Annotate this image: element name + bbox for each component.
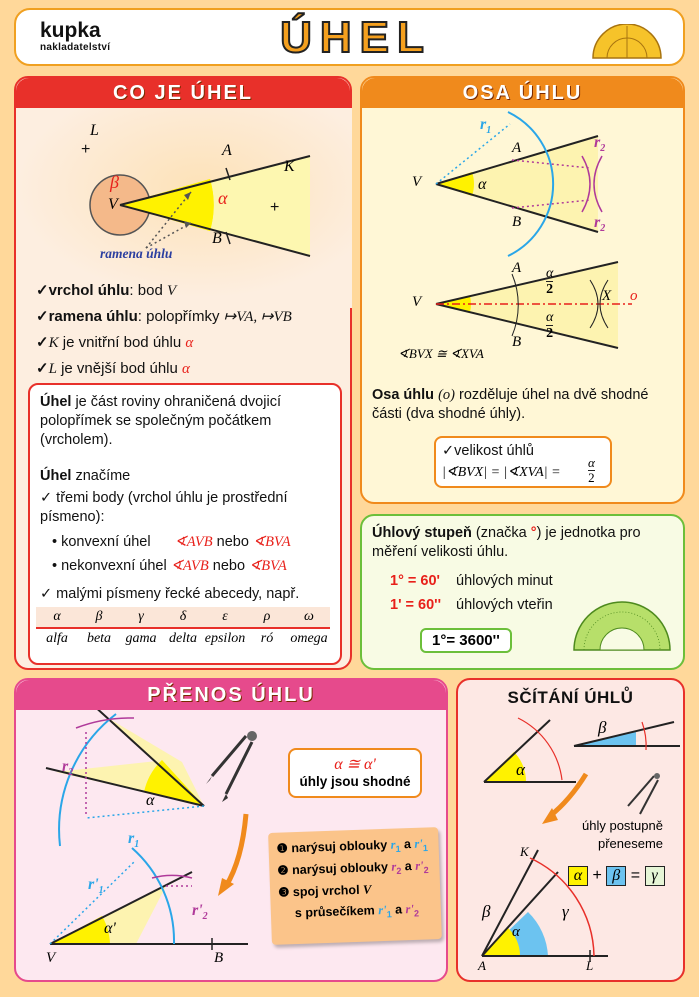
label-B: B: [212, 230, 222, 247]
label-r1: $r_1$: [128, 830, 140, 851]
step-1: ❶ narýsuj oblouky $r_1$ a $r'_1$: [276, 836, 429, 856]
bisector-construction-figure: [362, 108, 687, 258]
title-bar: [14, 8, 685, 66]
greek-name: delta: [169, 631, 197, 646]
bullet-interior: ✓K je vnitřní bod úhlu α: [36, 334, 194, 351]
panel-title: PŘENOS ÚHLU: [16, 680, 446, 710]
label-V2: V: [412, 294, 422, 310]
label-alpha: α: [218, 188, 228, 208]
svg-text:+: +: [81, 141, 91, 158]
label-V: V: [412, 174, 422, 190]
label-A: A: [512, 140, 522, 156]
greek-symbol: ρ: [263, 609, 271, 624]
label-r2: $r_2$: [62, 758, 74, 779]
gamma-box: γ: [645, 866, 665, 886]
label-X: X: [602, 288, 612, 304]
label-beta: β: [110, 172, 119, 192]
three-points-line: ✓ třemi body (vrchol úhlu je prostřední písmeno):: [40, 490, 288, 525]
panel-title: CO JE ÚHEL: [16, 78, 350, 108]
label-A2: A: [512, 260, 522, 276]
label-gamma: γ: [562, 902, 569, 921]
bullet-list: [36, 278, 346, 382]
panel-title: SČÍTÁNÍ ÚHLŮ: [507, 688, 634, 707]
label-L: L: [586, 958, 594, 973]
definition-box: [28, 383, 342, 665]
greek-names-row: [36, 628, 330, 649]
label-B: B: [214, 950, 224, 966]
greek-name: beta: [86, 631, 112, 646]
label-alpha-prime: α': [104, 920, 116, 937]
formula-heading: ✓velikost úhlů: [442, 443, 534, 459]
label-r2-bottom: $r_2$: [594, 214, 606, 235]
panel-co-je-uhel: [14, 76, 352, 670]
greek-symbol: δ: [179, 609, 187, 624]
caption-line-2: přeneseme: [598, 836, 664, 851]
panel-prenos-uhlu: [14, 678, 448, 982]
greek-symbol: α: [53, 609, 61, 624]
label-L: L: [90, 122, 99, 139]
degree-seconds-box: 1°= 3600'': [420, 628, 512, 653]
protractor-icon: [589, 24, 665, 60]
half-angle-bottom: α 2: [546, 310, 554, 341]
label-alpha: α: [516, 760, 525, 779]
congruence-relation: ∢BVX ≅ ∢XVA: [398, 346, 484, 361]
publisher-logo: [40, 20, 110, 53]
compass-icon: [628, 773, 660, 814]
greek-symbol: γ: [138, 609, 144, 624]
label-r1-prime: $r'_1$: [88, 876, 104, 897]
label-V: V: [108, 196, 118, 213]
minute-line: 1° = 60' úhlových minut: [390, 573, 553, 589]
half-angle-top: α 2: [546, 266, 554, 297]
notation-heading: Úhel značíme: [40, 468, 131, 484]
nonconvex-line: • nekonvexní úhel ∢AVB nebo ∢BVA: [52, 558, 287, 574]
greek-name: epsilon: [204, 631, 246, 646]
rays-label: ramena úhlu: [100, 246, 173, 261]
step-3: ❸ spoj vrchol V: [277, 882, 372, 900]
logo-main: kupka: [40, 19, 101, 42]
label-r2-top: $r_2$: [594, 134, 606, 155]
bullet-exterior: ✓L je vnější bod úhlu α: [36, 360, 190, 377]
greek-name: gama: [125, 631, 157, 646]
angle-transfer-figure: [16, 710, 286, 982]
greek-symbol: β: [95, 609, 103, 624]
label-alpha: α: [146, 792, 155, 809]
alpha-box: α: [568, 866, 588, 886]
label-V: V: [46, 950, 56, 966]
label-A: A: [222, 142, 232, 159]
bullet-vertex: ✓vrchol úhlu: bod V: [36, 282, 177, 299]
label-r1: $r_1$: [480, 116, 492, 137]
protractor-icon: [570, 594, 674, 654]
bisector-description: Osa úhlu (o) rozděluje úhel na dvě shodné části (dva shodné úhly).: [372, 387, 649, 422]
label-beta-sum: β: [482, 902, 491, 921]
second-line: 1' = 60'' úhlových vteřin: [390, 597, 553, 613]
step-3-cont: s průsečíkem $r'_1$ a $r'_2$: [294, 901, 420, 921]
caption-line-1: úhly postupně: [582, 818, 663, 833]
greek-line: ✓ malými písmeny řecké abecedy, např.: [40, 586, 300, 602]
label-B2: B: [512, 334, 522, 350]
label-alpha-sum: α: [512, 924, 520, 940]
greek-name: omega: [290, 631, 328, 646]
greek-table: [36, 607, 330, 649]
label-K: K: [284, 158, 295, 175]
panel-uhlovy-stupen: [360, 514, 685, 670]
formula-fraction: α 2: [588, 455, 595, 485]
bullet-rays: ✓ramena úhlu: polopřímky ↦VA, ↦VB: [36, 308, 292, 325]
steps-note: [268, 827, 442, 945]
svg-text:+: +: [270, 199, 280, 216]
degree-definition: Úhlový stupeň (značka °) je jednotka pro měření velikosti úhlu.: [372, 525, 641, 560]
label-r2-prime: $r'_2$: [192, 902, 208, 923]
panel-scitani-uhlu: [456, 678, 685, 982]
label-A: A: [478, 958, 486, 973]
congruence-text: úhly jsou shodné: [299, 774, 411, 789]
compass-icon: [206, 731, 257, 802]
greek-symbol: ω: [304, 609, 314, 624]
congruence-formula: α ≅ α': [334, 756, 376, 773]
bisector-formula-box: [434, 436, 612, 488]
label-B: B: [512, 214, 522, 230]
formula-body: |∢BVX| = |∢XVA| =: [442, 465, 561, 480]
congruence-box: [288, 748, 422, 798]
page-title: ÚHEL: [280, 13, 432, 62]
label-o: o: [630, 288, 638, 304]
beta-box: β: [606, 866, 626, 886]
panel-title: OSA ÚHLU: [362, 78, 683, 108]
label-beta: β: [598, 718, 607, 737]
greek-name: ró: [260, 631, 274, 646]
greek-symbols-row: [36, 607, 330, 628]
definition-text: Úhel je část roviny ohraničená dvojicí polopřímek se společným počátkem (vrcholem).: [40, 394, 281, 448]
panel-osa-uhlu: [360, 76, 685, 504]
convex-line: • konvexní úhel ∢AVB nebo ∢BVA: [52, 534, 291, 550]
greek-symbol: ε: [222, 609, 228, 624]
greek-name: alfa: [46, 631, 68, 646]
step-2: ❷ narýsuj oblouky $r_2$ a $r'_2$: [277, 858, 429, 878]
label-K: K: [520, 844, 529, 859]
label-alpha: α: [478, 176, 487, 193]
logo-sub: nakladatelství: [40, 42, 111, 53]
sum-formula: α + β = γ: [568, 866, 665, 886]
